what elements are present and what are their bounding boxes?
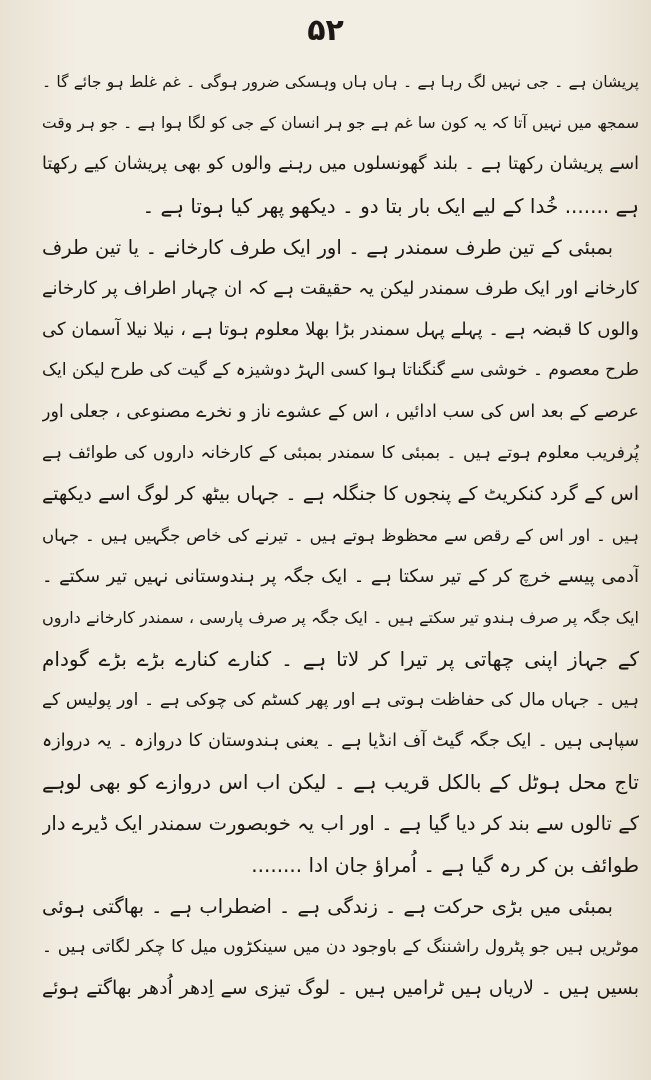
- text-line: کے تالوں سے بند کر دیا گیا ہے ۔ اور اب یہ خوبصورت سمندر ایک ڈیرے دار: [42, 812, 639, 836]
- text-line: بمبئی میں بڑی حرکت ہے ۔ زندگی ہے ۔ اضطراب ہے ۔ بھاگتی ہوئی: [42, 894, 613, 918]
- text-line: ہے ....... خُدا کے لیے ایک بار بتا دو ۔ دیکھو پھر کیا ہوتا ہے ۔: [142, 193, 639, 218]
- text-line: ہیں ۔ اور اس کے رقص سے محظوظ ہوتے ہیں ۔ تیرنے کی خاص جگہیں ہیں ۔ جہاں: [42, 526, 639, 546]
- body-text: [42, 62, 639, 1009]
- text-line: ہیں ۔ جہاں مال کی حفاظت ہوتی ہے اور پھر کسٹم کی چوکی ہے ۔ اور پولیس کے: [42, 689, 639, 710]
- text-line: بسیں ہیں ۔ لاریاں ہیں ٹرامیں ہیں ۔ لوگ تیزی سے اِدھر اُدھر بھاگتے ہوئے: [42, 977, 639, 1000]
- text-line: پریشان ہے ۔ جی نہیں لگ رہا ہے ۔ ہاں ہاں وہسکی ضرور ہوگی ۔ غم غلط ہو جائے گا ۔: [42, 73, 639, 91]
- text-line: کارخانے اور ایک طرف سمندر لیکن یہ حقیقت ہے کہ ان چہار اطراف پر کارخانے: [42, 277, 639, 299]
- text-line: آدمی پیسے خرچ کر کے تیر سکتا ہے ۔ ایک جگہ پر ہندوستانی نہیں تیر سکتے ۔: [42, 566, 639, 588]
- text-line: اسے پریشان رکھتا ہے ۔ بلند گھونسلوں میں رہنے والوں کو بھی پریشان کیے رکھتا: [42, 154, 639, 175]
- text-line: کے جہاز اپنی چھاتی پر تیرا کر لاتا ہے ۔ کنارے کنارے بڑے بڑے گودام: [42, 646, 639, 671]
- page-number: ۵۲: [307, 13, 344, 48]
- text-line: سمجھ میں نہیں آتا کہ یہ کون سا غم ہے جو ہر انسان کے جی کو لگا ہوا ہے ۔ جو ہر وقت: [42, 114, 639, 133]
- text-line: بمبئی کے تین طرف سمندر ہے ۔ اور ایک طرف کارخانے ۔ یا تین طرف: [42, 235, 613, 259]
- text-line: سپاہی ہیں ۔ ایک جگہ گیٹ آف انڈیا ہے ۔ یعنی ہندوستان کا دروازہ ۔ یہ دروازہ: [42, 731, 639, 751]
- text-line: موٹریں ہیں جو پٹرول راشننگ کے باوجود دن میں سینکڑوں میل کا چکر لگاتی ہیں ۔: [42, 936, 639, 957]
- text-line: عرصے کے بعد اس کی سب ادائیں ، اس کے عشوے ناز و نخرے مصنوعی ، جعلی اور: [42, 401, 639, 422]
- text-line: ایک جگہ پر صرف ہندو تیر سکتے ہیں ۔ ایک جگہ پر صرف پارسی ، سمندر کارخانے داروں: [42, 608, 639, 628]
- text-line: تاج محل ہوٹل کے بالکل قریب ہے ۔ لیکن اب اس دروازے کو بھی لوہے: [42, 770, 639, 795]
- text-line: طرح معصوم ۔ خوشی سے گنگناتا ہوا کسی الہڑ دوشیزہ کے گیت کی طرح لیکن ایک: [42, 360, 639, 381]
- text-line: طوائف بن کر رہ گیا ہے ۔ اُمراؤ جان ادا ........: [251, 852, 639, 877]
- text-line: والوں کا قبضہ ہے ۔ پہلے پہل سمندر بڑا بھلا معلوم ہوتا ہے ، نیلا نیلا آسمان کی: [42, 319, 639, 341]
- text-line: اس کے گرد کنکریٹ کے پنجوں کا جنگلہ ہے ۔ جہاں بیٹھ کر لوگ اسے دیکھتے: [42, 482, 639, 505]
- text-line: پُرفریب معلوم ہوتے ہیں ۔ بمبئی کا سمندر بمبئی کے کارخانہ داروں کی طوائف ہے: [42, 442, 639, 463]
